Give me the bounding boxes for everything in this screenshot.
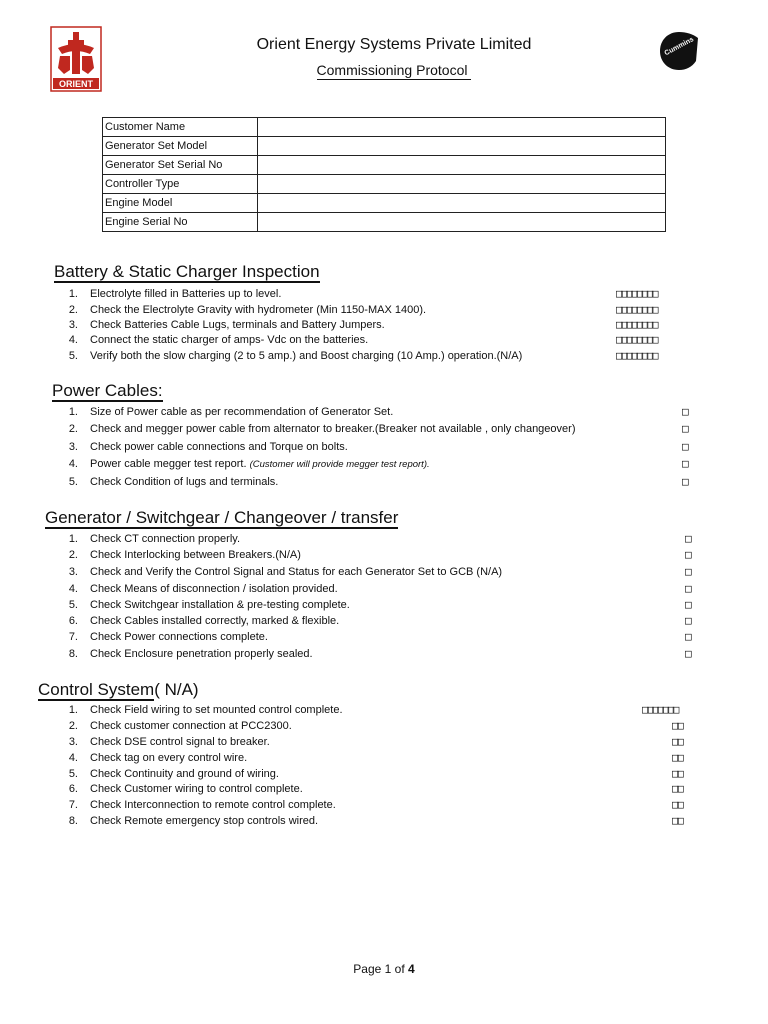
company-name: Orient Energy Systems Private Limited — [256, 36, 532, 53]
checkbox[interactable]: □ — [685, 582, 691, 595]
list-item: 8. Check Enclosure penetration properly sealed. □ — [68, 647, 691, 660]
checkbox[interactable]: □ — [682, 422, 688, 435]
checkbox[interactable]: □ — [685, 614, 691, 627]
checkbox-group[interactable]: □□ — [672, 798, 683, 811]
section-title-battery: Battery & Static Charger Inspection — [54, 262, 320, 281]
list-item: 4. Check tag on every control wire. □□ — [68, 751, 683, 764]
list-item: 4. Check Means of disconnection / isolation provided. □ — [68, 582, 691, 595]
customer-name-field[interactable] — [258, 118, 666, 137]
controller-type-label: Controller Type — [103, 175, 258, 194]
list-item: 6. Check Customer wiring to control complete. □□ — [68, 782, 683, 795]
list-item: 8. Check Remote emergency stop controls wired. □□ — [68, 814, 683, 827]
checkbox[interactable]: □ — [682, 475, 688, 488]
genset-model-label: Generator Set Model — [103, 137, 258, 156]
list-item: 3. Check DSE control signal to breaker. □□ — [68, 735, 683, 748]
table-row — [103, 118, 666, 137]
list-item: 7. Check Interconnection to remote control complete. □□ — [68, 798, 683, 811]
checkbox[interactable]: □ — [685, 532, 691, 545]
generator-info-table — [102, 117, 666, 232]
list-item: 5. Check Switchgear installation & pre-testing complete. □ — [68, 598, 691, 611]
checkbox[interactable]: □ — [685, 548, 691, 561]
checkbox[interactable]: □ — [682, 457, 688, 470]
checkbox[interactable]: □ — [682, 440, 688, 453]
list-item: 3. Check power cable connections and Torque on bolts. □ — [68, 440, 688, 453]
checkbox-group[interactable]: □□ — [672, 751, 683, 764]
list-item: 2. Check customer connection at PCC2300. □□ — [68, 719, 683, 732]
list-item: 2. Check Interlocking between Breakers.(N/A) □ — [68, 548, 691, 561]
checkbox-group[interactable]: □□ — [672, 767, 683, 780]
genset-serial-label: Generator Set Serial No — [103, 156, 258, 175]
list-item: 3. Check and Verify the Control Signal and Status for each Generator Set to GCB (N/A) □ — [68, 565, 691, 578]
section-title-control-system: Control System( N/A) — [38, 680, 199, 699]
checkbox-group[interactable]: □□□□□□□ — [642, 703, 678, 716]
checkbox[interactable]: □ — [685, 598, 691, 611]
list-item: 4. Power cable megger test report. (Customer will provide megger test report). □ — [68, 457, 688, 470]
engine-serial-field[interactable] — [258, 213, 666, 232]
list-item: 4. Connect the static charger of amps- Vdc on the batteries. □□□□□□□□ — [68, 333, 657, 346]
table-row — [103, 156, 666, 175]
page-number: Page 1 of 4 — [353, 962, 415, 976]
checkbox-group[interactable]: □□□□□□□□ — [616, 349, 657, 362]
checkbox[interactable]: □ — [685, 630, 691, 643]
list-item: 1. Electrolyte filled in Batteries up to level. □□□□□□□□ — [68, 287, 657, 300]
list-item: 1. Size of Power cable as per recommendation of Generator Set. □ — [68, 405, 688, 418]
checkbox-group[interactable]: □□ — [672, 814, 683, 827]
checkbox-group[interactable]: □□□□□□□□ — [616, 333, 657, 346]
list-item: 6. Check Cables installed correctly, marked & flexible. □ — [68, 614, 691, 627]
list-item: 5. Check Continuity and ground of wiring. □□ — [68, 767, 683, 780]
cummins-logo — [658, 30, 700, 72]
checkbox-group[interactable]: □□□□□□□□ — [616, 287, 657, 300]
list-item: 5. Check Condition of lugs and terminals. □ — [68, 475, 688, 488]
list-item: 7. Check Power connections complete. □ — [68, 630, 691, 643]
customer-name-label: Customer Name — [103, 118, 258, 137]
engine-serial-label: Engine Serial No — [103, 213, 258, 232]
list-item: 2. Check the Electrolyte Gravity with hydrometer (Min 1150-MAX 1400). □□□□□□□□ — [68, 303, 657, 316]
genset-serial-field[interactable] — [258, 156, 666, 175]
checkbox-group[interactable]: □□ — [672, 782, 683, 795]
table-row — [103, 137, 666, 156]
checkbox-group[interactable]: □□□□□□□□ — [616, 318, 657, 331]
genset-model-field[interactable] — [258, 137, 666, 156]
list-item: 1. Check Field wiring to set mounted control complete. □□□□□□□ — [68, 703, 678, 716]
table-row — [103, 213, 666, 232]
table-row — [103, 175, 666, 194]
document-title: Commissioning Protocol — [317, 62, 472, 80]
list-item: 1. Check CT connection properly. □ — [68, 532, 691, 545]
checkbox-group[interactable]: □□□□□□□□ — [616, 303, 657, 316]
list-item: 2. Check and megger power cable from alternator to breaker.(Breaker not available , only changeover) □ — [68, 422, 688, 435]
list-item: 5. Verify both the slow charging (2 to 5 amp.) and Boost charging (10 Amp.) operation.(N/A) □□□□□□□□ — [68, 349, 657, 362]
section-title-switchgear: Generator / Switchgear / Changeover / transfer — [45, 508, 399, 527]
checkbox[interactable]: □ — [685, 565, 691, 578]
orient-logo-text: ORIENT — [58, 79, 94, 89]
engine-model-field[interactable] — [258, 194, 666, 213]
engine-model-label: Engine Model — [103, 194, 258, 213]
checkbox-group[interactable]: □□ — [672, 735, 683, 748]
checkbox-group[interactable]: □□ — [672, 719, 683, 732]
controller-type-field[interactable] — [258, 175, 666, 194]
list-item: 3. Check Batteries Cable Lugs, terminals and Battery Jumpers. □□□□□□□□ — [68, 318, 657, 331]
table-row — [103, 194, 666, 213]
section-title-power-cables: Power Cables: — [52, 381, 163, 400]
checkbox[interactable]: □ — [682, 405, 688, 418]
checkbox[interactable]: □ — [685, 647, 691, 660]
cummins-logo-text: Cummins — [663, 36, 696, 58]
